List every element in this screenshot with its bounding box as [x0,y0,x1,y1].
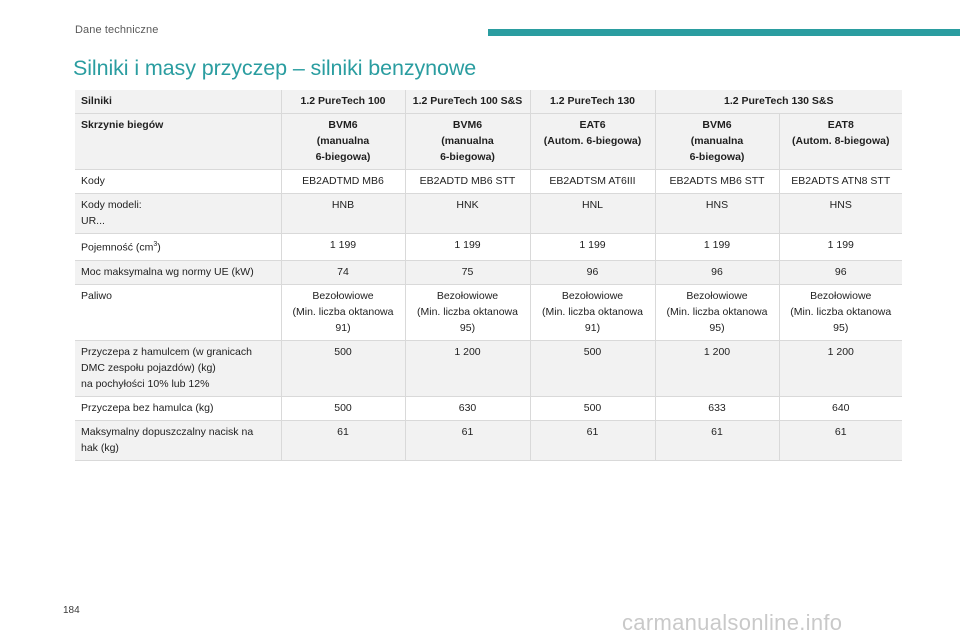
page-number: 184 [63,605,80,616]
row-label: Skrzynie biegów [75,114,281,170]
row-label: Paliwo [75,284,281,340]
gearbox-cell [530,114,655,170]
gearbox-line: BVM6 [702,119,732,131]
row-label: Silniki [75,90,281,114]
table-cell: 1 200 [779,340,902,396]
table-row [75,420,902,460]
table-cell: 75 [405,260,530,284]
gearbox-row [75,114,902,170]
table-row [75,234,902,261]
gearbox-line: (Autom. 6-biegowa) [543,135,642,147]
table-cell: Bezołowiowe (Min. liczba oktanowa 95) [405,284,530,340]
row-label: Kody modeli: UR... [75,194,281,234]
table-cell: HNB [281,194,405,234]
table-cell: 61 [405,420,530,460]
gearbox-line: (Autom. 8-biegowa) [792,135,890,147]
gearbox-line: 6-biegowa) [440,151,495,163]
gearbox-line: BVM6 [328,119,358,131]
gearbox-cell [779,114,902,170]
row-label: Kody [75,170,281,194]
table-cell: Bezołowiowe (Min. liczba oktanowa 91) [530,284,655,340]
table-cell: 61 [530,420,655,460]
table-cell: 96 [655,260,779,284]
table-cell: HNS [779,194,902,234]
table-cell: 74 [281,260,405,284]
table-cell: HNS [655,194,779,234]
table-cell: HNK [405,194,530,234]
table-cell: HNL [530,194,655,234]
table-cell: EB2ADTS MB6 STT [655,170,779,194]
section-label: Dane techniczne [75,24,159,36]
table-cell: 500 [530,340,655,396]
table-cell: 1 199 [655,234,779,261]
table-cell: 500 [281,340,405,396]
table-cell: Bezołowiowe (Min. liczba oktanowa 95) [655,284,779,340]
table-row [75,260,902,284]
gearbox-line: 6-biegowa) [315,151,371,163]
table-cell: EB2ADTS ATN8 STT [779,170,902,194]
gearbox-line: 6-biegowa) [689,151,745,163]
table-cell: 96 [530,260,655,284]
table-row [75,396,902,420]
table-cell: 1 200 [405,340,530,396]
table-cell: Bezołowiowe (Min. liczba oktanowa 95) [779,284,902,340]
row-label: Moc maksymalna wg normy UE (kW) [75,260,281,284]
gearbox-line: (manualna [316,135,370,147]
accent-bar [488,29,960,36]
gearbox-cell [405,114,530,170]
gearbox-line: EAT8 [827,119,854,131]
table-cell: 500 [530,396,655,420]
table-row [75,170,902,194]
engine-header: 1.2 PureTech 100 [281,90,405,114]
row-label: Pojemność $(cm^3)$ [75,234,281,261]
table-cell: 630 [405,396,530,420]
table-cell: 1 199 [281,234,405,261]
table-cell: 633 [655,396,779,420]
table-cell: EB2ADTMD MB6 [281,170,405,194]
table-row [75,284,902,340]
table-cell: EB2ADTSM AT6III [530,170,655,194]
table-cell: 1 200 [655,340,779,396]
watermark: carmanualsonline.info [622,610,843,635]
gearbox-line: (manualna [690,135,744,147]
table-cell: 61 [779,420,902,460]
table-row [75,194,902,234]
gearbox-cell [655,114,779,170]
table-cell: 1 199 [405,234,530,261]
gearbox-cell [281,114,405,170]
page-title: Silniki i masy przyczep – silniki benzynowe [73,56,477,80]
table-cell: 61 [655,420,779,460]
row-label: Maksymalny dopuszczalny nacisk na hak (kg) [75,420,281,460]
table-header-row [75,90,902,114]
table-row [75,340,902,396]
engine-header: 1.2 PureTech 130 S&S [655,90,902,114]
table-cell: 61 [281,420,405,460]
engine-specs-table [75,90,902,461]
row-label: Przyczepa z hamulcem (w granicach DMC zespołu pojazdów) (kg) na pochyłości 10% lub 12% [75,340,281,396]
engine-header: 1.2 PureTech 100 S&S [405,90,530,114]
gearbox-line: BVM6 [452,119,483,131]
row-label: Przyczepa bez hamulca (kg) [75,396,281,420]
table-cell: 640 [779,396,902,420]
table-cell: 1 199 [530,234,655,261]
engine-header: 1.2 PureTech 130 [530,90,655,114]
gearbox-line: EAT6 [579,119,606,131]
table-cell: 96 [779,260,902,284]
table-cell: 1 199 [779,234,902,261]
table-cell: 500 [281,396,405,420]
table-cell: Bezołowiowe (Min. liczba oktanowa 91) [281,284,405,340]
table-cell: EB2ADTD MB6 STT [405,170,530,194]
gearbox-line: (manualna [441,135,494,147]
